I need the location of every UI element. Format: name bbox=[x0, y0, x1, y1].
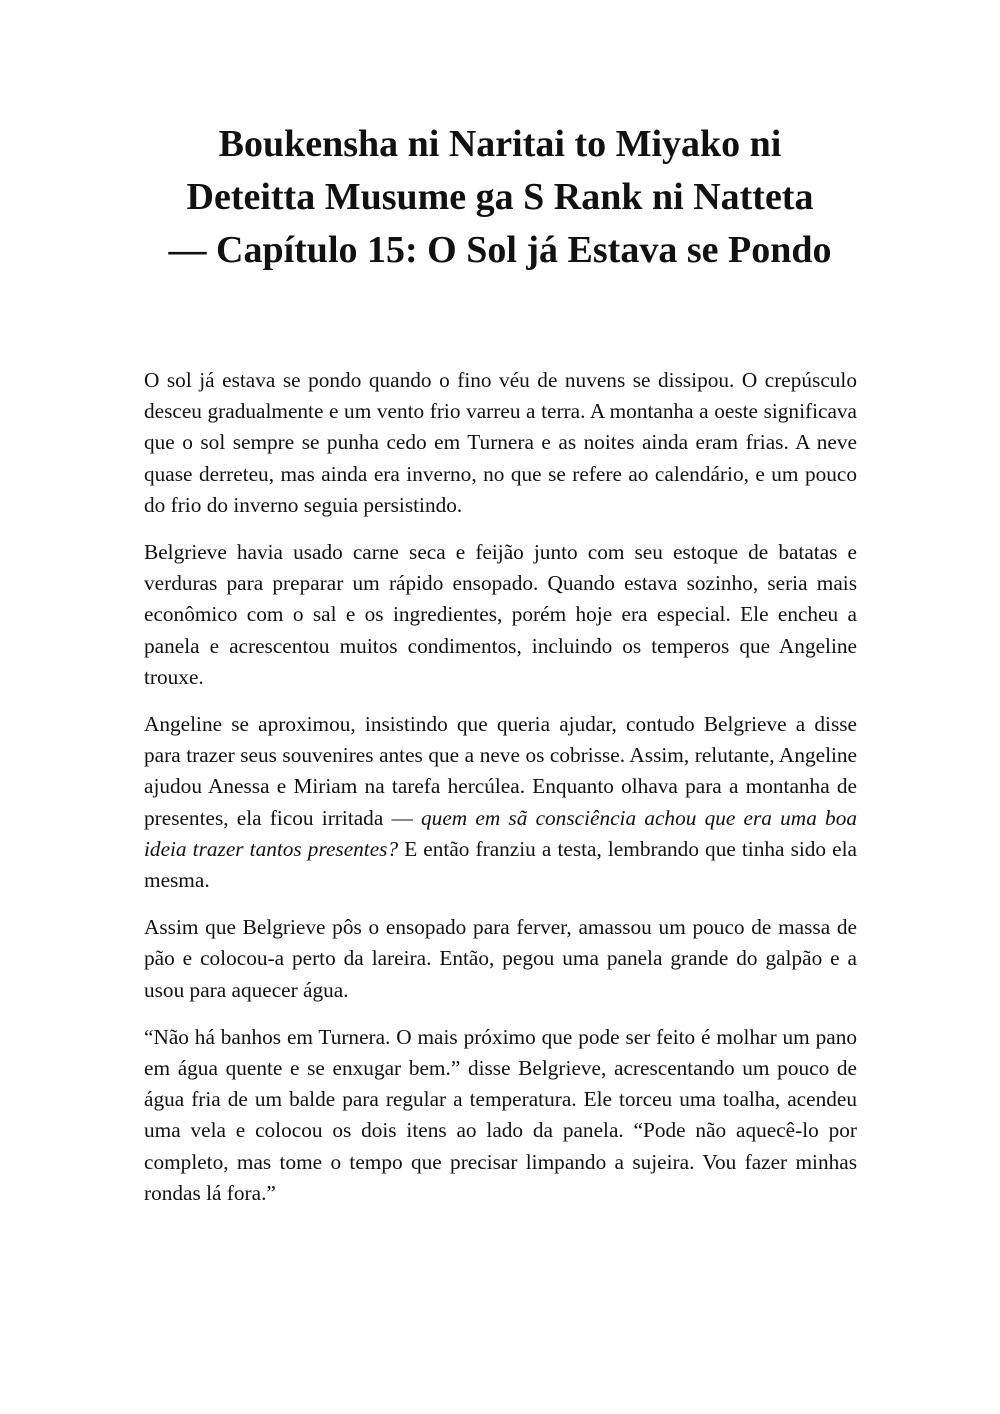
paragraph-3-text-before: Angeline se aproximou, insistindo que queria ajudar, contudo Belgrieve a disse para trazer seus souvenires antes que a neve os cobrisse. Assim, relutante, Angeline ajudou Anessa e Miriam na tarefa hercúlea. Enquanto olhava para a montanha de presentes, ela ficou irritada — bbox=[144, 712, 857, 830]
title-line-3: — Capítulo 15: O Sol já Estava se Pondo bbox=[168, 229, 832, 271]
paragraph-2: Belgrieve havia usado carne seca e feijão junto com seu estoque de batatas e verduras para preparar um rápido ensopado. Quando estava sozinho, seria mais econômico com o sal e os ingredientes, porém hoje era especial. Ele encheu a panela e acrescentou muitos condimentos, incluindo os temperos que Angeline trouxe. bbox=[144, 540, 857, 689]
title-line-2: Deteitta Musume ga S Rank ni Natteta bbox=[186, 176, 814, 218]
paragraph-3-italic-thought: quem em sã consciência achou que era uma boa ideia trazer tantos presentes? bbox=[144, 805, 858, 861]
paragraph-5: “Não há banhos em Turnera. O mais próximo que pode ser feito é molhar um pano em água quente e se enxugar bem.” disse Belgrieve, acrescentando um pouco de água fria de um balde para regular a temperatura. Ele torceu uma toalha, acendeu uma vela e colocou os dois itens ao lado da panela. “Pode não aquecê-lo por completo, mas tome o tempo que precisar limpando a sujeira. Vou fazer minhas rondas lá fora.” bbox=[144, 1024, 857, 1205]
paragraph-3 bbox=[144, 709, 857, 896]
paragraph-3-text-after: E então franziu a testa, lembrando que tinha sido ela mesma. bbox=[144, 836, 857, 893]
chapter-title bbox=[100, 118, 900, 277]
title-line-1: Boukensha ni Naritai to Miyako ni bbox=[218, 123, 782, 165]
paragraph-1: O sol já estava se pondo quando o fino véu de nuvens se dissipou. O crepúsculo desceu gradualmente e um vento frio varreu a terra. A montanha a oeste significava que o sol sempre se punha cedo em Turnera e as noites ainda eram frias. A neve quase derreteu, mas ainda era inverno, no que se refere ao calendário, e um pouco do frio do inverno seguia persistindo. bbox=[144, 368, 857, 517]
chapter-body bbox=[144, 365, 857, 1225]
paragraph-4: Assim que Belgrieve pôs o ensopado para ferver, amassou um pouco de massa de pão e colocou-a perto da lareira. Então, pegou uma panela grande do galpão e a usou para aquecer água. bbox=[144, 915, 857, 1002]
